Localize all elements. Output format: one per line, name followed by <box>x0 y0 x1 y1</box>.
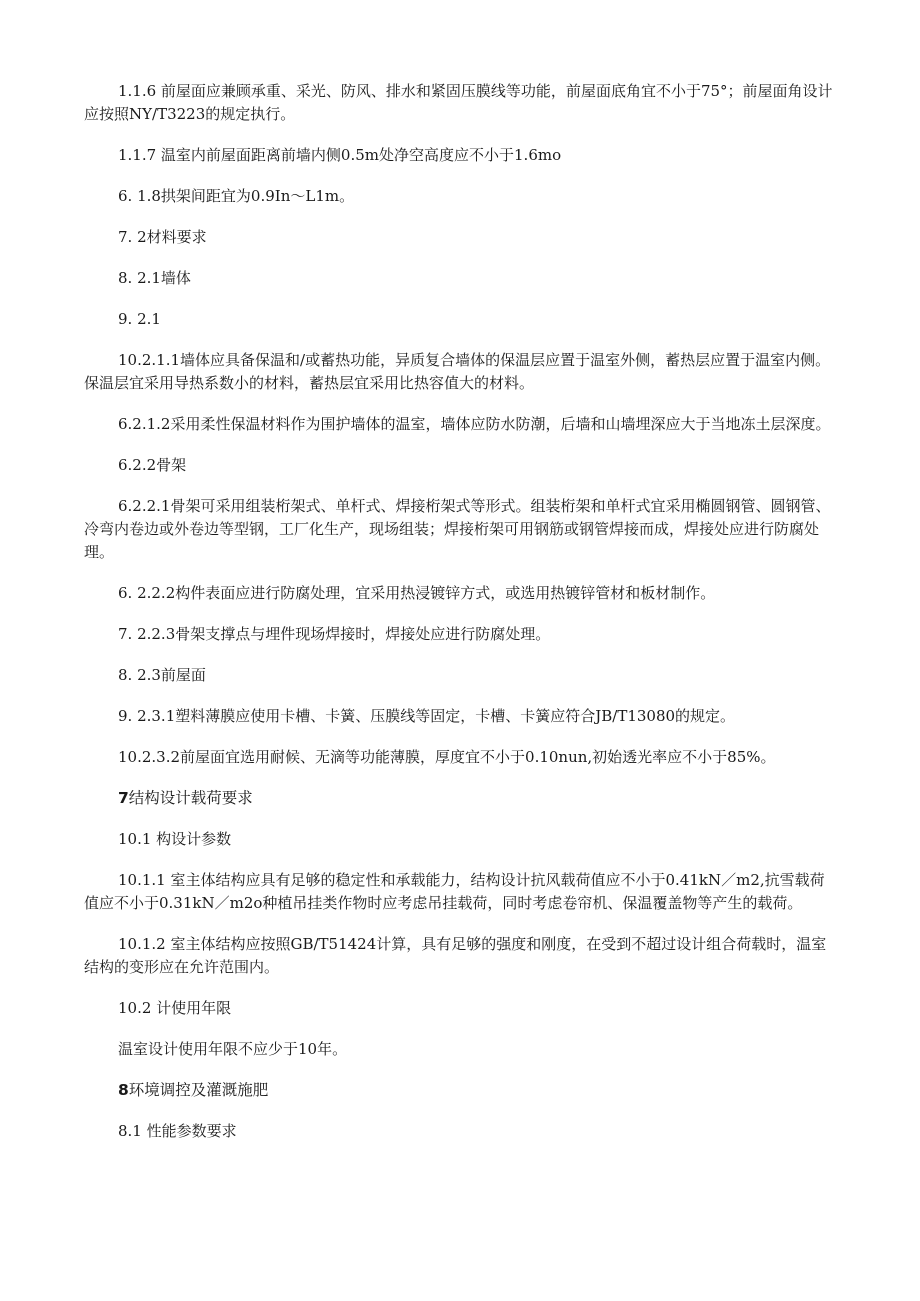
paragraph-flexible-insulation: 6.2.1.2采用柔性保温材料作为围护墙体的温室，墙体应防水防潮，后墙和山墙埋深应大于当地冻土层深度。 <box>118 415 831 433</box>
heading-front-roof: 8. 2.3前屋面 <box>118 666 206 684</box>
heading-wall: 8. 2.1墙体 <box>118 269 191 287</box>
section-title: 环境调控及灌溉施肥 <box>128 1081 269 1099</box>
paragraph-load-values: 10.1.1 室主体结构应具有足够的稳定性和承载能力，结构设计抗风载荷值应不小于0.41kN／m2,抗雪载荷值应不小于0.31kN／m2o种植吊挂类作物时应考虑吊挂载荷，同时考虑卷帘机、保温覆盖物等产生的载荷。 <box>84 871 825 912</box>
paragraph-1-1-6: 1.1.6 前屋面应兼顾承重、采光、防风、排水和紧固压膜线等功能，前屋面底角宜不小于75°；前屋面角设计应按照NY/T3223的规定执行。 <box>84 82 833 123</box>
paragraph-corrosion-treatment: 6. 2.2.2构件表面应进行防腐处理，宜采用热浸镀锌方式，或选用热镀锌管材和板材制作。 <box>118 584 716 602</box>
document-page <box>84 80 834 1161</box>
paragraph-structure-calculation: 10.1.2 室主体结构应按照GB/T51424计算，具有足够的强度和刚度，在受到不超过设计组合荷载时，温室结构的变形应在允许范围内。 <box>84 935 827 976</box>
paragraph-film-properties: 10.2.3.2前屋面宜选用耐候、无滴等功能薄膜，厚度宜不小于0.10nun,初始透光率应不小于85%。 <box>118 748 776 766</box>
paragraph-service-life: 温室设计使用年限不应少于10年。 <box>118 1040 348 1058</box>
heading-frame: 6.2.2骨架 <box>118 456 187 474</box>
heading-material-requirements: 7. 2材料要求 <box>118 228 207 246</box>
heading-2-1: 9. 2.1 <box>118 310 161 328</box>
paragraph-film-fixing: 9. 2.3.1塑料薄膜应使用卡槽、卡簧、压膜线等固定，卡槽、卡簧应符合JB/T13080的规定。 <box>118 707 736 725</box>
section-number: 7 <box>118 789 129 807</box>
heading-service-life: 10.2 计使用年限 <box>118 999 232 1017</box>
paragraph-frame-forms: 6.2.2.1骨架可采用组装桁架式、单杆式、焊接桁架式等形式。组装桁架和单杆式宜采用椭圆钢管、圆钢管、冷弯内卷边或外卷边等型钢，工厂化生产，现场组装；焊接桁架可用钢筋或钢管焊接而成，焊接处应进行防腐处理。 <box>84 497 831 561</box>
section-heading-7 <box>84 787 834 810</box>
paragraph-1-1-7: 1.1.7 温室内前屋面距离前墙内侧0.5m处净空高度应不小于1.6mo <box>118 146 562 164</box>
paragraph-support-welding: 7. 2.2.3骨架支撑点与埋件现场焊接时，焊接处应进行防腐处理。 <box>118 625 551 643</box>
section-heading-8 <box>84 1079 834 1102</box>
section-title: 结构设计载荷要求 <box>128 789 253 807</box>
heading-performance-parameters: 8.1 性能参数要求 <box>118 1122 237 1140</box>
heading-structure-parameters: 10.1 构设计参数 <box>118 830 232 848</box>
section-number: 8 <box>118 1081 129 1099</box>
paragraph-arch-spacing: 6. 1.8拱架间距宜为0.9In～L1m。 <box>118 187 355 205</box>
paragraph-wall-insulation: 10.2.1.1墙体应具备保温和/或蓄热功能，异质复合墙体的保温层应置于温室外侧，蓄热层应置于温室内侧。保温层宜采用导热系数小的材料，蓄热层宜采用比热容值大的材料。 <box>84 351 831 392</box>
